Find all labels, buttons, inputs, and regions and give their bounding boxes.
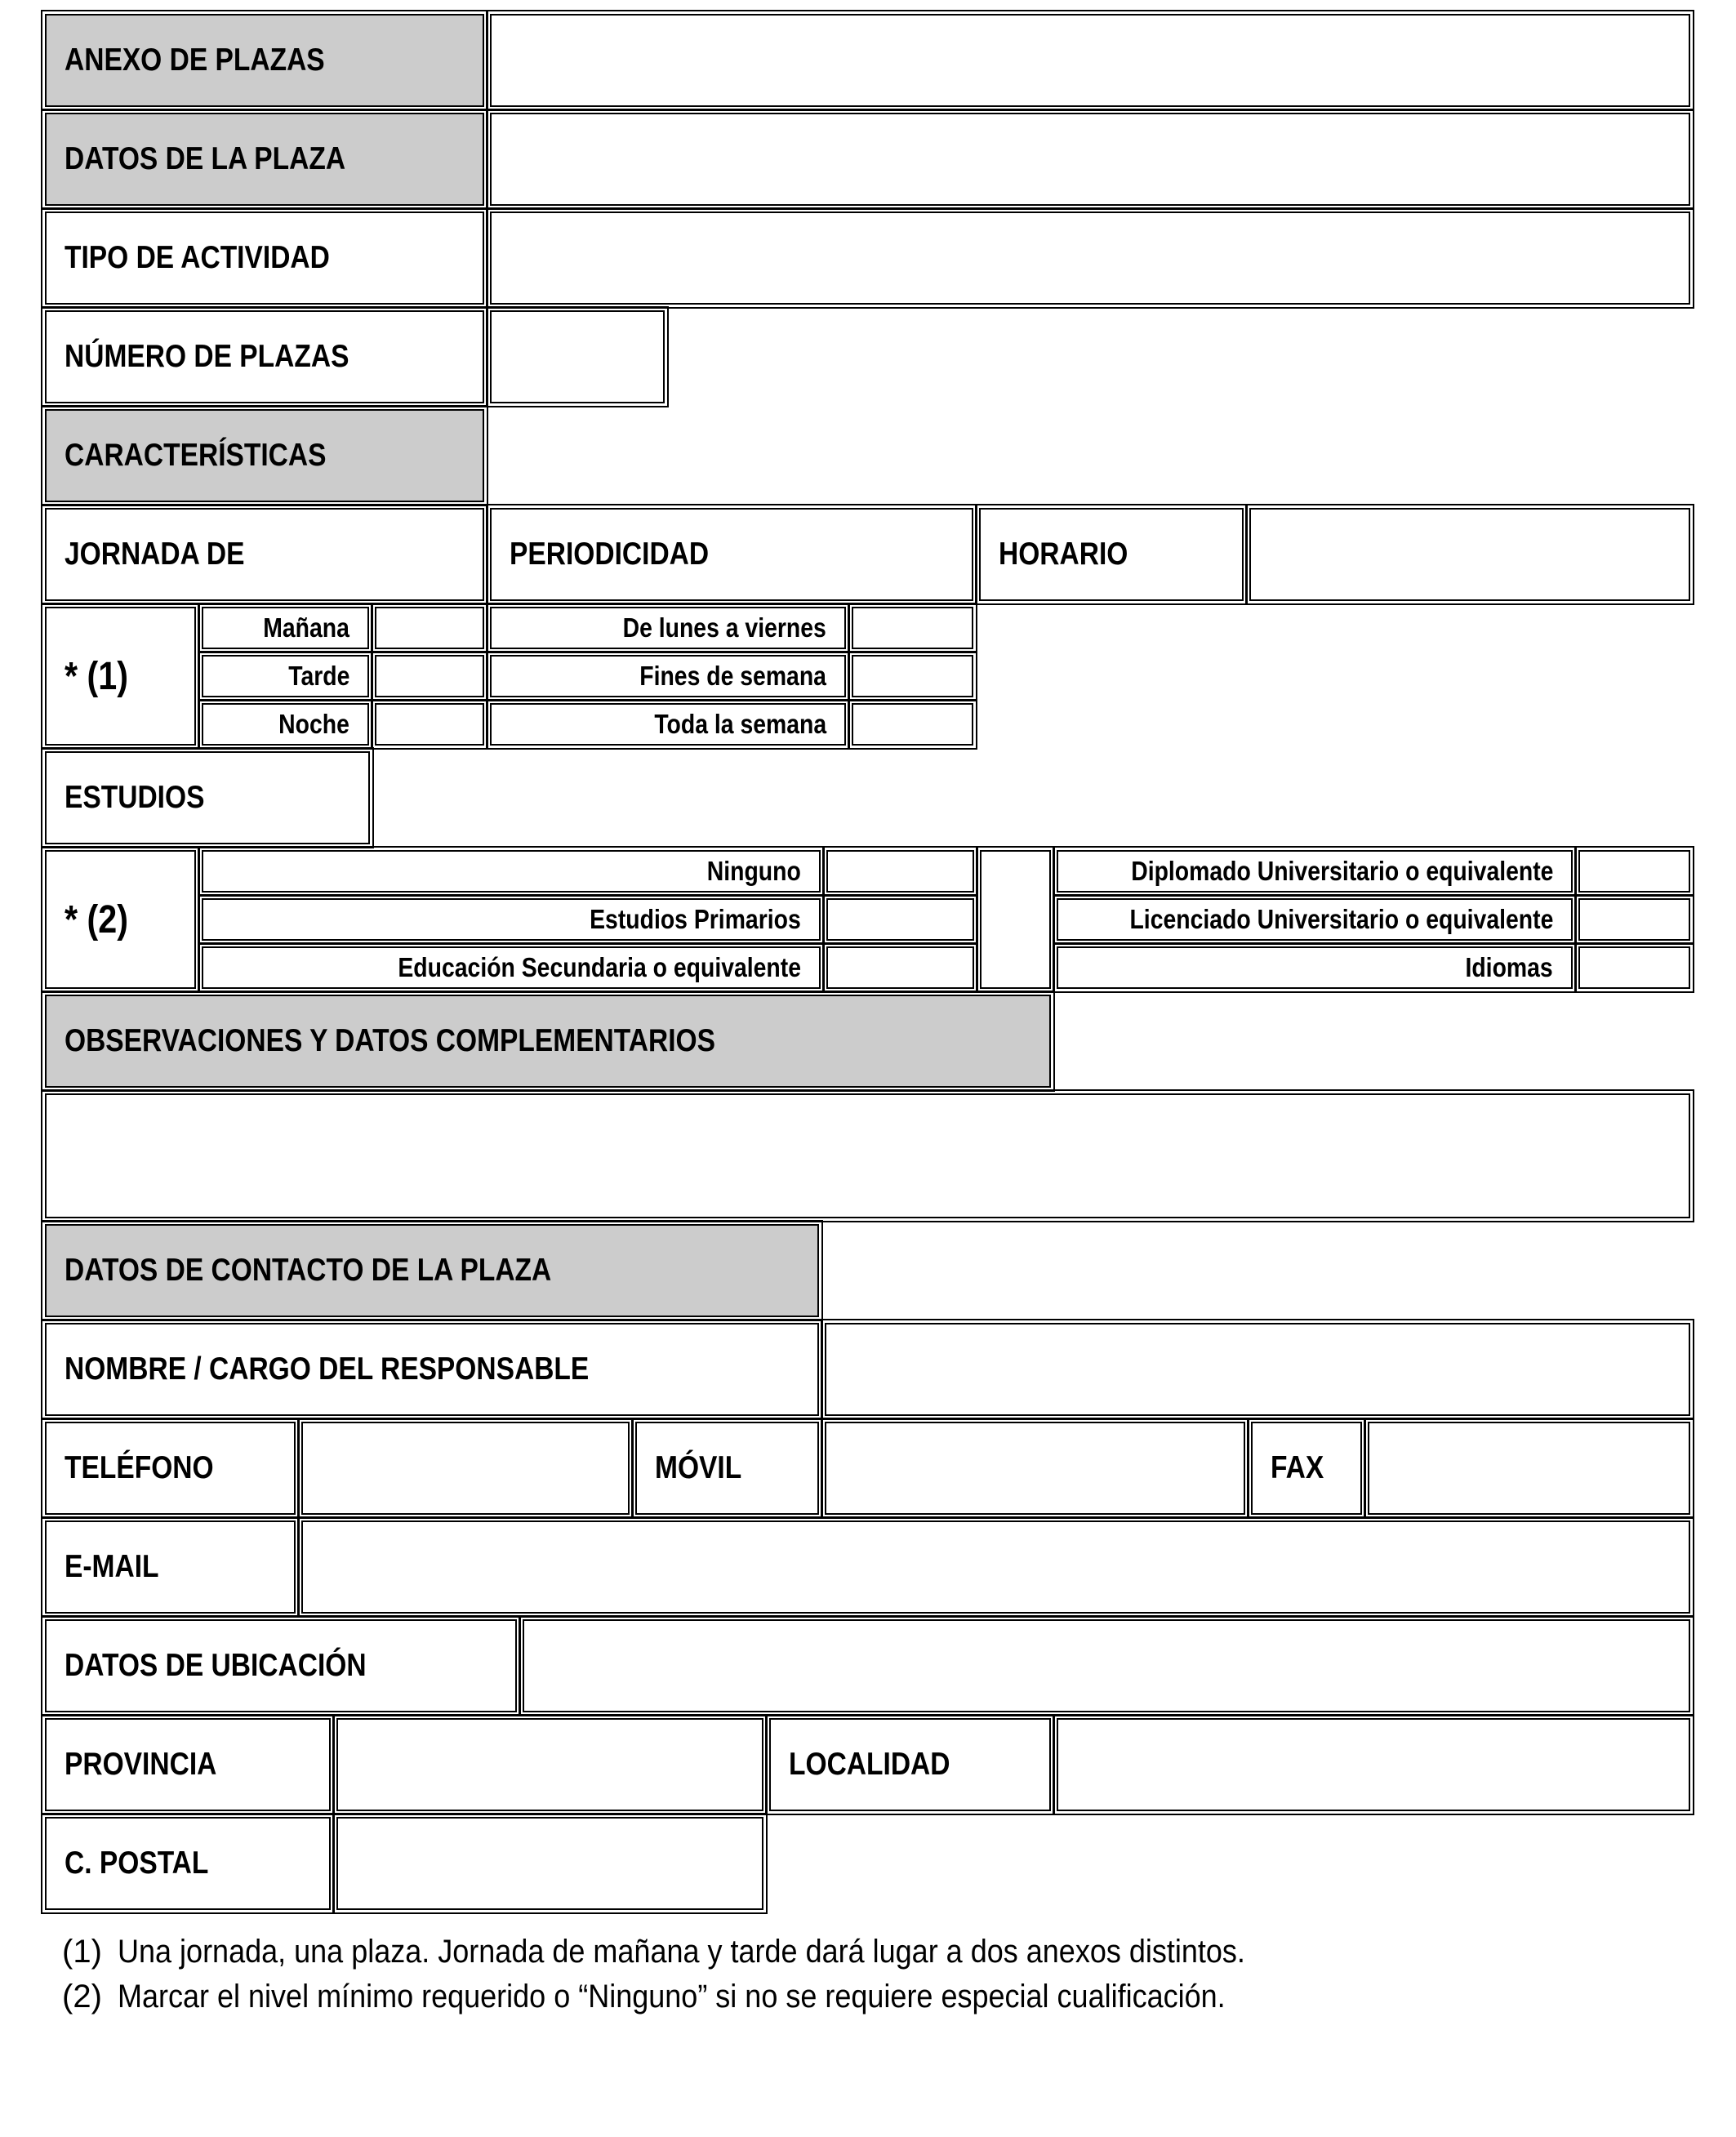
option-tarde-label: Tarde	[202, 655, 369, 697]
option-ninguno-checkbox[interactable]	[826, 850, 974, 893]
option-licenciado-checkbox[interactable]	[1578, 898, 1690, 941]
footnote-2-number: (2)	[62, 1979, 102, 2015]
option-fines-semana-label: Fines de semana	[490, 655, 846, 697]
option-diplomado-label: Diplomado Universitario o equivalente	[1057, 850, 1573, 893]
footnote-2	[62, 1979, 1348, 2015]
ubicacion-label: DATOS DE UBICACIÓN	[45, 1619, 517, 1712]
ubicacion-field[interactable]	[523, 1619, 1690, 1712]
option-ninguno-label: Ninguno	[202, 850, 821, 893]
anexo-field[interactable]	[490, 14, 1690, 107]
footnote-1-number: (1)	[62, 1934, 102, 1970]
responsable-label: NOMBRE / CARGO DEL RESPONSABLE	[45, 1323, 819, 1416]
contacto-label: DATOS DE CONTACTO DE LA PLAZA	[45, 1224, 819, 1317]
option-lunes-viernes-checkbox[interactable]	[852, 607, 973, 649]
caracteristicas-label: CARACTERÍSTICAS	[45, 409, 484, 502]
telefono-field[interactable]	[301, 1422, 630, 1515]
option-licenciado-label: Licenciado Universitario o equivalente	[1057, 898, 1573, 941]
email-field[interactable]	[301, 1520, 1690, 1614]
horario-field[interactable]	[1249, 508, 1690, 601]
anexo-label: ANEXO DE PLAZAS	[45, 14, 484, 107]
option-diplomado-checkbox[interactable]	[1578, 850, 1690, 893]
option-primarios-label: Estudios Primarios	[202, 898, 821, 941]
datos-plaza-field[interactable]	[490, 113, 1690, 206]
option-noche-label: Noche	[202, 703, 369, 746]
movil-field[interactable]	[825, 1422, 1245, 1515]
datos-plaza-label: DATOS DE LA PLAZA	[45, 113, 484, 206]
option-manana-checkbox[interactable]	[375, 607, 484, 649]
jornada-marker: * (1)	[45, 607, 196, 746]
provincia-label: PROVINCIA	[45, 1718, 331, 1811]
numero-plazas-label: NÚMERO DE PLAZAS	[45, 310, 484, 403]
fax-field[interactable]	[1368, 1422, 1690, 1515]
option-noche-checkbox[interactable]	[375, 703, 484, 746]
postal-label: C. POSTAL	[45, 1817, 331, 1910]
observaciones-field[interactable]	[45, 1093, 1690, 1218]
horario-label: HORARIO	[979, 508, 1244, 601]
option-secundaria-checkbox[interactable]	[826, 946, 974, 989]
email-label: E-MAIL	[45, 1520, 296, 1614]
periodicidad-label: PERIODICIDAD	[490, 508, 973, 601]
option-fines-semana-checkbox[interactable]	[852, 655, 973, 697]
option-idiomas-checkbox[interactable]	[1578, 946, 1690, 989]
option-manana-label: Mañana	[202, 607, 369, 649]
studies-spacer	[980, 850, 1051, 989]
option-idiomas-label: Idiomas	[1057, 946, 1573, 989]
telefono-label: TELÉFONO	[45, 1422, 296, 1515]
provincia-field[interactable]	[336, 1718, 763, 1811]
fax-label: FAX	[1251, 1422, 1362, 1515]
option-secundaria-label: Educación Secundaria o equivalente	[202, 946, 821, 989]
estudios-label: ESTUDIOS	[45, 751, 370, 844]
localidad-field[interactable]	[1057, 1718, 1690, 1811]
footnote-2-text: Marcar el nivel mínimo requerido o “Ninguno” si no se requiere especial cualificación.	[118, 1979, 1226, 2015]
option-toda-semana-label: Toda la semana	[490, 703, 846, 746]
estudios-marker: * (2)	[45, 850, 196, 989]
tipo-actividad-field[interactable]	[490, 211, 1690, 305]
postal-field[interactable]	[336, 1817, 763, 1910]
localidad-label: LOCALIDAD	[769, 1718, 1051, 1811]
option-lunes-viernes-label: De lunes a viernes	[490, 607, 846, 649]
option-primarios-checkbox[interactable]	[826, 898, 974, 941]
responsable-field[interactable]	[825, 1323, 1690, 1416]
footnote-1	[62, 1934, 1370, 1970]
movil-label: MÓVIL	[635, 1422, 819, 1515]
footnote-1-text: Una jornada, una plaza. Jornada de mañana y tarde dará lugar a dos anexos distintos.	[118, 1934, 1245, 1970]
observaciones-label: OBSERVACIONES Y DATOS COMPLEMENTARIOS	[45, 995, 1051, 1088]
option-tarde-checkbox[interactable]	[375, 655, 484, 697]
jornada-label: JORNADA DE	[45, 508, 484, 601]
tipo-actividad-label: TIPO DE ACTIVIDAD	[45, 211, 484, 305]
numero-plazas-field[interactable]	[490, 310, 665, 403]
option-toda-semana-checkbox[interactable]	[852, 703, 973, 746]
